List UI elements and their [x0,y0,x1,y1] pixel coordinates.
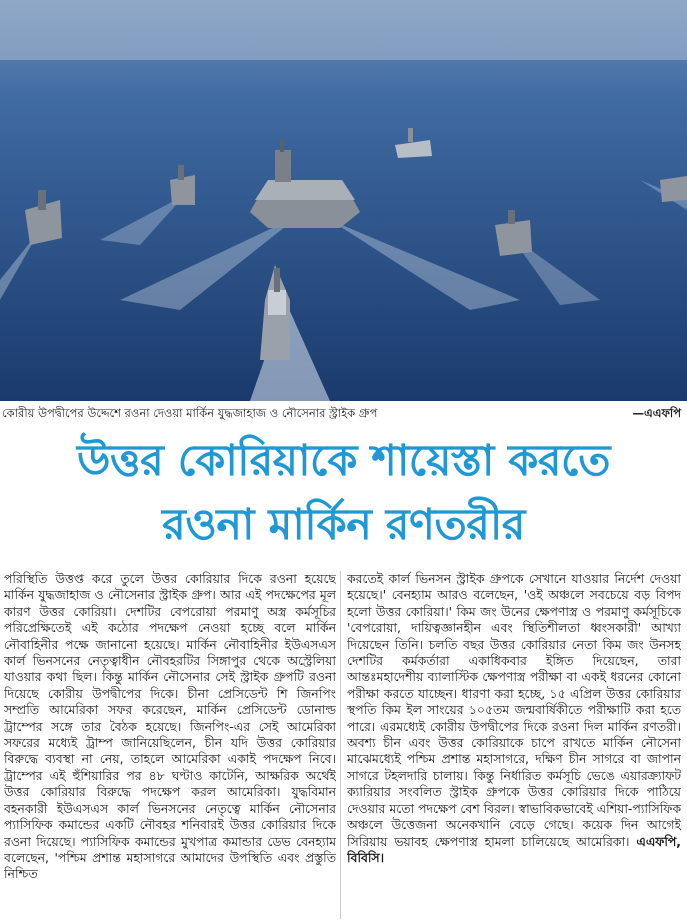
photo-caption [2,403,685,423]
article-column-right [347,571,681,919]
article-paragraph: পরিস্থিতি উত্তপ্ত করে তুলে উত্তর কোরিয়ার দিকে রওনা হয়েছে মার্কিন যুদ্ধজাহাজ ও নৌসেনার স্ট্রাইক গ্রুপ। আর এই পদক্ষেপের মূল কারণ উত্তর কোরিয়া। দেশটির বেপরোয়া পরমাণু অস্ত্র কর্মসূচির পরিপ্রেক্ষিতেই এই কঠোর পদক্ষেপ নেওয়া হচ্ছে বলে মার্কিন নৌবাহিনীর পক্ষে জানানো হয়েছে। মার্কিন নৌবাহিনীর ইউএসএস কার্ল ভিনসনের নেতৃত্বাধীন নৌবহরটির সিঙ্গাপুর থেকে অস্ট্রেলিয়া যাওয়ার কথা ছিল। কিন্তু মার্কিন নৌসেনার সেই স্ট্রাইক গ্রুপটি রওনা দিয়েছে কোরীয় উপদ্বীপের দিকে। চীনা প্রেসিডেন্ট শি জিনপিং সম্প্রতি আমেরিকা সফর করেছেন, মার্কিন প্রেসিডেন্ট ডোনাল্ড ট্রাম্পের সঙ্গে তার বৈঠক হয়েছে। জিনপিং-এর সেই আমেরিকা সফরের মধ্যেই ট্রাম্প জানিয়েছিলেন, চীন যদি উত্তর কোরিয়ার বিরুদ্ধে ব্যবস্থা না নেয়, তাহলে আমেরিকা একাই পদক্ষেপ নিবে। ট্রাম্পের এই হুঁশিয়ারির পর ৪৮ ঘণ্টাও কাটেনি, আক্ষরিক অর্থেই উত্তর কোরিয়ার বিরুদ্ধে পদক্ষেপ করল আমেরিকা। যুদ্ধবিমান বহনকারী ইউএসএস কার্ল ভিনসনের নেতৃত্বে মার্কিন নৌসেনার প্যাসিফিক কমান্ডের একটি নৌবহর শনিবারই উত্তর কোরিয়ার দিকে রওনা দিয়েছে। প্যাসিফিক কমান্ডের মুখপাত্র কমান্ডার ডেভ বেনহ্যাম বলেছেন, 'পশ্চিম প্রশান্ত মহাসাগরে আমাদের উপস্থিতি এবং প্রস্তুতি নিশ্চিত [4,571,336,882]
headline [0,425,687,565]
headline-line-1: উত্তর কোরিয়াকে শায়েস্তা করতে [76,436,611,486]
article-paragraph [347,571,681,866]
news-photo [0,0,687,401]
article-text: করতেই কার্ল ভিনসন স্ট্রাইক গ্রুপকে সেখানে যাওয়ার নির্দেশ দেওয়া হয়েছে।' বেনহ্যাম আরও বলেছেন, 'ওই অঞ্চলে সবচেয়ে বড় বিপদ হলো উত্তর কোরিয়া।' কিম জং উনের ক্ষেপণাস্ত্র ও পরমাণু কর্মসূচিকে 'বেপরোয়া, দায়িত্বজ্ঞানহীন এবং স্থিতিশীলতা ধ্বংসকারী' আখ্যা দিয়েছেন তিনি। চলতি বছর উত্তর কোরিয়ার নেতা কিম জং উনসহ দেশটির কর্মকর্তারা একাধিকবার ইঙ্গিত দিয়েছেন, তারা আন্তঃমহাদেশীয় ব্যালাস্টিক ক্ষেপণাস্ত্র পরীক্ষা বা একই ধরনের কোনো পরীক্ষা করতে যাচ্ছেন। ধারণা করা হচ্ছে, ১৫ এপ্রিল উত্তর কোরিয়ার স্থপতি কিম ইল সাংয়ের ১০৫তম জন্মবার্ষিকীতে পরীক্ষাটি করা হতে পারে। এরমধ্যেই কোরীয় উপদ্বীপের দিকে রওনা দিল মার্কিন রণতরী। অবশ্য চীন এবং উত্তর কোরিয়াকে চাপে রাখতে মার্কিন নৌসেনা মাঝেমধ্যেই পশ্চিম প্রশান্ত মহাসাগরে, দক্ষিণ চীন সাগরে বা জাপান সাগরে টহলদারি চালায়। কিন্তু নির্ধারিত কর্মসূচি ভেঙে এয়ারক্র্যাফট ক্যারিয়ার সংবলিত স্ট্রাইক গ্রুপকে উত্তর কোরিয়ার দিকে পাঠিয়ে দেওয়ার মতো পদক্ষেপ বেশ বিরল। স্বাভাবিকভাবেই এশিয়া-প্যাসিফিক অঞ্চলে উত্তেজনা অনেকখানি বেড়ে গেছে। কয়েক দিন আগেই সিরিয়ায় ভয়াবহ ক্ষেপণাস্ত্র হামলা চালিয়েছে আমেরিকা। [347,571,681,849]
article-column-left [4,571,336,919]
naval-fleet-photo [0,0,687,401]
warship [660,176,687,202]
photo-credit: —এএফপি [632,406,681,420]
caption-text: কোরীয় উপদ্বীপের উদ্দেশে রওনা দেওয়া মার্কিন যুদ্ধজাহাজ ও নৌসেনার স্ট্রাইক গ্রুপ [2,406,378,420]
column-divider [340,571,341,919]
article-source: এএফপি, বিবিসি। [347,833,681,865]
headline-line-2: রওনা মার্কিন রণতরীর [162,500,525,550]
